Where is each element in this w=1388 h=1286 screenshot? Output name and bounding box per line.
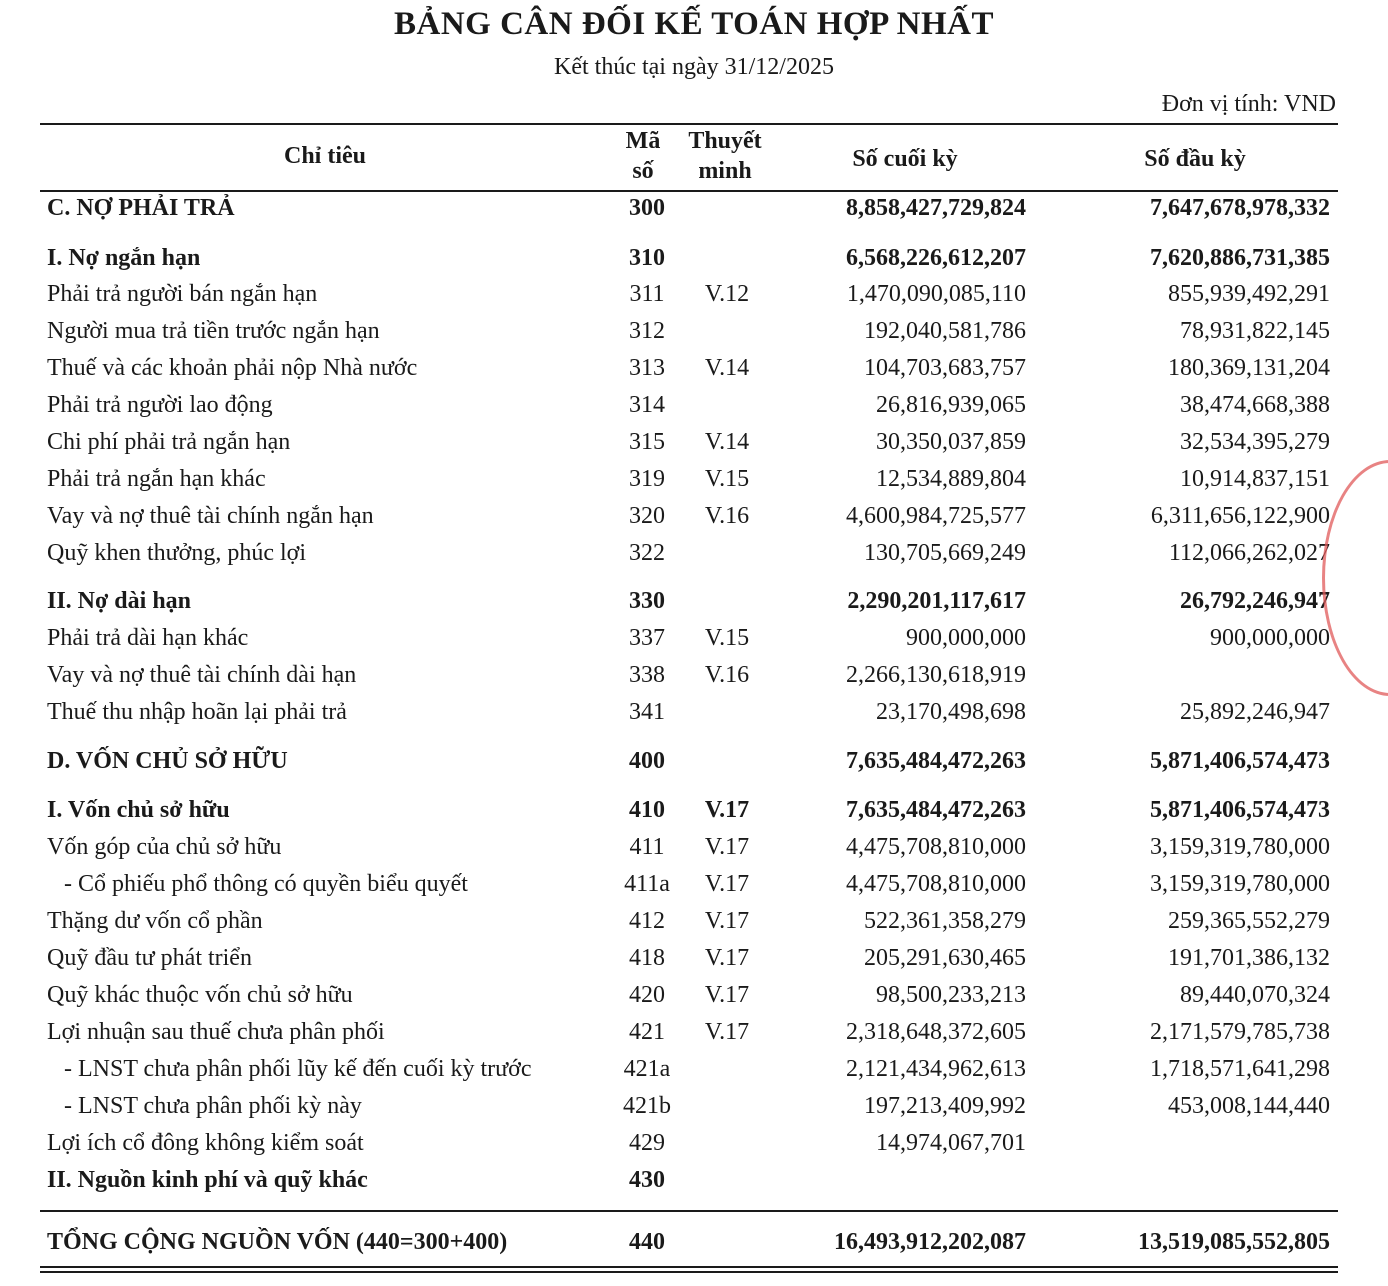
row-code: 411a xyxy=(624,871,670,897)
row-code: 341 xyxy=(629,699,665,725)
row-label: II. Nợ dài hạn xyxy=(47,588,192,614)
table-row xyxy=(0,1125,1388,1162)
column-header-label: Chỉ tiêu xyxy=(283,143,366,169)
row-code: 400 xyxy=(629,748,665,774)
row-label: Người mua trả tiền trước ngắn hạn xyxy=(47,318,380,344)
row-begin-value: 3,159,319,780,000 xyxy=(1150,834,1330,860)
row-note: V.17 xyxy=(704,834,750,860)
total-bottom-rule-lower xyxy=(40,1271,1338,1273)
column-header-end: Số cuối kỳ xyxy=(852,146,958,172)
row-end-value: 8,858,427,729,824 xyxy=(846,195,1026,221)
table-row xyxy=(0,1014,1388,1051)
row-label: - Cổ phiếu phổ thông có quyền biểu quyết xyxy=(64,871,468,897)
row-label: Vốn góp của chủ sở hữu xyxy=(47,834,282,860)
row-code: 418 xyxy=(629,945,665,971)
row-label: C. NỢ PHẢI TRẢ xyxy=(47,195,235,221)
row-note: V.16 xyxy=(704,662,750,688)
row-begin-value: 10,914,837,151 xyxy=(1180,466,1330,492)
row-note: V.12 xyxy=(704,281,750,307)
row-code: 410 xyxy=(629,797,665,823)
row-label: Phải trả người bán ngắn hạn xyxy=(47,281,318,307)
total-row xyxy=(0,1224,1388,1261)
table-top-rule xyxy=(40,123,1338,125)
row-code: 310 xyxy=(629,245,665,271)
row-note: V.16 xyxy=(704,503,750,529)
table-row xyxy=(0,977,1388,1014)
row-label: Lợi nhuận sau thuế chưa phân phối xyxy=(47,1019,385,1045)
table-row xyxy=(0,461,1388,498)
row-end-value: 130,705,669,249 xyxy=(864,540,1026,566)
row-end-value: 2,318,648,372,605 xyxy=(846,1019,1026,1045)
row-end-value: 7,635,484,472,263 xyxy=(846,797,1026,823)
row-code: 429 xyxy=(629,1130,665,1156)
row-begin-value: 38,474,668,388 xyxy=(1180,392,1330,418)
row-end-value: 1,470,090,085,110 xyxy=(846,281,1026,307)
row-end-value: 14,974,067,701 xyxy=(876,1130,1026,1156)
table-row xyxy=(0,424,1388,461)
column-header-code-line1: Mã xyxy=(625,128,661,154)
row-note: V.14 xyxy=(704,429,750,455)
row-label: Phải trả người lao động xyxy=(47,392,273,418)
row-end-value: 2,266,130,618,919 xyxy=(846,662,1026,688)
row-label: Quỹ khác thuộc vốn chủ sở hữu xyxy=(47,982,353,1008)
table-row xyxy=(0,620,1388,657)
column-header-note xyxy=(678,126,772,186)
row-code: 420 xyxy=(629,982,665,1008)
table-row xyxy=(0,498,1388,535)
row-end-value: 26,816,939,065 xyxy=(876,392,1026,418)
table-row xyxy=(0,313,1388,350)
row-end-value: 7,635,484,472,263 xyxy=(846,748,1026,774)
row-begin-value: 855,939,492,291 xyxy=(1168,281,1330,307)
row-label: TỔNG CỘNG NGUỒN VỐN (440=300+400) xyxy=(47,1229,508,1255)
row-end-value: 2,290,201,117,617 xyxy=(847,588,1026,614)
row-begin-value: 32,534,395,279 xyxy=(1180,429,1330,455)
total-top-rule xyxy=(40,1210,1338,1212)
row-begin-value: 2,171,579,785,738 xyxy=(1150,1019,1330,1045)
row-label: - LNST chưa phân phối lũy kế đến cuối kỳ trước xyxy=(64,1056,532,1082)
row-label: Vay và nợ thuê tài chính dài hạn xyxy=(47,662,357,688)
row-end-value: 16,493,912,202,087 xyxy=(834,1229,1026,1255)
row-note: V.17 xyxy=(704,797,750,823)
row-begin-value: 7,647,678,978,332 xyxy=(1150,195,1330,221)
row-begin-value: 900,000,000 xyxy=(1210,625,1330,651)
row-label: Quỹ đầu tư phát triển xyxy=(47,945,252,971)
row-begin-value: 191,701,386,132 xyxy=(1168,945,1330,971)
row-note: V.17 xyxy=(704,945,750,971)
row-label: Quỹ khen thưởng, phúc lợi xyxy=(47,540,307,566)
report-title: BẢNG CÂN ĐỐI KẾ TOÁN HỢP NHẤT xyxy=(393,6,995,42)
column-header-note-line1: Thuyết xyxy=(688,128,762,154)
row-begin-value: 3,159,319,780,000 xyxy=(1150,871,1330,897)
row-label: Thuế thu nhập hoãn lại phải trả xyxy=(47,699,347,725)
table-row xyxy=(0,743,1388,780)
table-row xyxy=(0,866,1388,903)
row-begin-value: 453,008,144,440 xyxy=(1168,1093,1330,1119)
table-row xyxy=(0,240,1388,277)
row-note: V.15 xyxy=(704,625,750,651)
row-code: 421 xyxy=(629,1019,665,1045)
row-label: Thặng dư vốn cổ phần xyxy=(47,908,263,934)
row-code: 421b xyxy=(623,1093,671,1119)
row-code: 313 xyxy=(629,355,665,381)
row-end-value: 192,040,581,786 xyxy=(864,318,1026,344)
row-label: Vay và nợ thuê tài chính ngắn hạn xyxy=(47,503,374,529)
row-label: I. Nợ ngắn hạn xyxy=(47,245,201,271)
row-code: 411 xyxy=(629,834,665,860)
row-note: V.17 xyxy=(704,982,750,1008)
row-begin-value: 7,620,886,731,385 xyxy=(1150,245,1330,271)
row-begin-value: 5,871,406,574,473 xyxy=(1150,797,1330,823)
table-row xyxy=(0,535,1388,572)
row-begin-value: 5,871,406,574,473 xyxy=(1150,748,1330,774)
row-code: 300 xyxy=(629,195,665,221)
column-header-note-line2: minh xyxy=(698,158,752,184)
currency-unit: Đơn vị tính: VND xyxy=(1161,91,1336,117)
row-note: V.14 xyxy=(704,355,750,381)
report-date: Kết thúc tại ngày 31/12/2025 xyxy=(554,54,834,80)
row-end-value: 197,213,409,992 xyxy=(864,1093,1026,1119)
row-code: 421a xyxy=(623,1056,671,1082)
table-row xyxy=(0,903,1388,940)
table-row xyxy=(0,387,1388,424)
row-end-value: 98,500,233,213 xyxy=(876,982,1026,1008)
row-label: Phải trả ngắn hạn khác xyxy=(47,466,266,492)
row-end-value: 4,475,708,810,000 xyxy=(846,834,1026,860)
row-begin-value: 180,369,131,204 xyxy=(1168,355,1330,381)
table-row xyxy=(0,829,1388,866)
table-row xyxy=(0,657,1388,694)
table-row xyxy=(0,940,1388,977)
row-end-value: 104,703,683,757 xyxy=(864,355,1026,381)
row-end-value: 6,568,226,612,207 xyxy=(846,245,1026,271)
row-begin-value: 25,892,246,947 xyxy=(1180,699,1330,725)
table-row xyxy=(0,583,1388,620)
row-end-value: 4,600,984,725,577 xyxy=(846,503,1026,529)
row-label: - LNST chưa phân phối kỳ này xyxy=(64,1093,362,1119)
row-note: V.17 xyxy=(704,1019,750,1045)
total-bottom-rule-upper xyxy=(40,1266,1338,1268)
table-row xyxy=(0,792,1388,829)
table-row xyxy=(0,1088,1388,1125)
row-code: 440 xyxy=(629,1229,665,1255)
row-code: 315 xyxy=(629,429,665,455)
row-begin-value: 13,519,085,552,805 xyxy=(1138,1229,1330,1255)
row-code: 430 xyxy=(629,1167,665,1193)
row-code: 319 xyxy=(629,466,665,492)
table-row xyxy=(0,694,1388,731)
row-end-value: 23,170,498,698 xyxy=(876,699,1026,725)
row-code: 337 xyxy=(629,625,665,651)
row-note: V.17 xyxy=(704,871,750,897)
row-begin-value: 112,066,262,027 xyxy=(1168,540,1330,566)
row-note: V.17 xyxy=(704,908,750,934)
row-label: Thuế và các khoản phải nộp Nhà nước xyxy=(47,355,418,381)
row-end-value: 4,475,708,810,000 xyxy=(846,871,1026,897)
row-begin-value: 1,718,571,641,298 xyxy=(1150,1056,1330,1082)
row-begin-value: 26,792,246,947 xyxy=(1180,588,1330,614)
column-header-code xyxy=(608,126,678,186)
row-note: V.15 xyxy=(704,466,750,492)
row-begin-value: 259,365,552,279 xyxy=(1168,908,1330,934)
row-label: I. Vốn chủ sở hữu xyxy=(47,797,230,823)
row-end-value: 205,291,630,465 xyxy=(864,945,1026,971)
row-end-value: 12,534,889,804 xyxy=(876,466,1026,492)
row-label: D. VỐN CHỦ SỞ HỮU xyxy=(47,748,288,774)
row-code: 314 xyxy=(629,392,665,418)
row-code: 312 xyxy=(629,318,665,344)
table-row xyxy=(0,1051,1388,1088)
row-begin-value: 89,440,070,324 xyxy=(1180,982,1330,1008)
row-code: 322 xyxy=(629,540,665,566)
row-label: Lợi ích cổ đông không kiểm soát xyxy=(47,1130,364,1156)
row-end-value: 900,000,000 xyxy=(906,625,1026,651)
table-row xyxy=(0,1162,1388,1199)
row-begin-value: 6,311,656,122,900 xyxy=(1150,503,1330,529)
row-code: 330 xyxy=(629,588,665,614)
table-row xyxy=(0,350,1388,387)
row-label: Chi phí phải trả ngắn hạn xyxy=(47,429,291,455)
table-row xyxy=(0,190,1388,227)
row-label: Phải trả dài hạn khác xyxy=(47,625,249,651)
row-code: 311 xyxy=(629,281,665,307)
row-end-value: 30,350,037,859 xyxy=(876,429,1026,455)
column-header-code-line2: số xyxy=(632,158,654,184)
row-end-value: 2,121,434,962,613 xyxy=(846,1056,1026,1082)
row-code: 412 xyxy=(629,908,665,934)
table-row xyxy=(0,276,1388,313)
column-header-begin: Số đầu kỳ xyxy=(1144,146,1246,172)
row-begin-value: 78,931,822,145 xyxy=(1180,318,1330,344)
row-code: 338 xyxy=(629,662,665,688)
row-label: II. Nguồn kinh phí và quỹ khác xyxy=(47,1167,368,1193)
row-code: 320 xyxy=(629,503,665,529)
row-end-value: 522,361,358,279 xyxy=(864,908,1026,934)
